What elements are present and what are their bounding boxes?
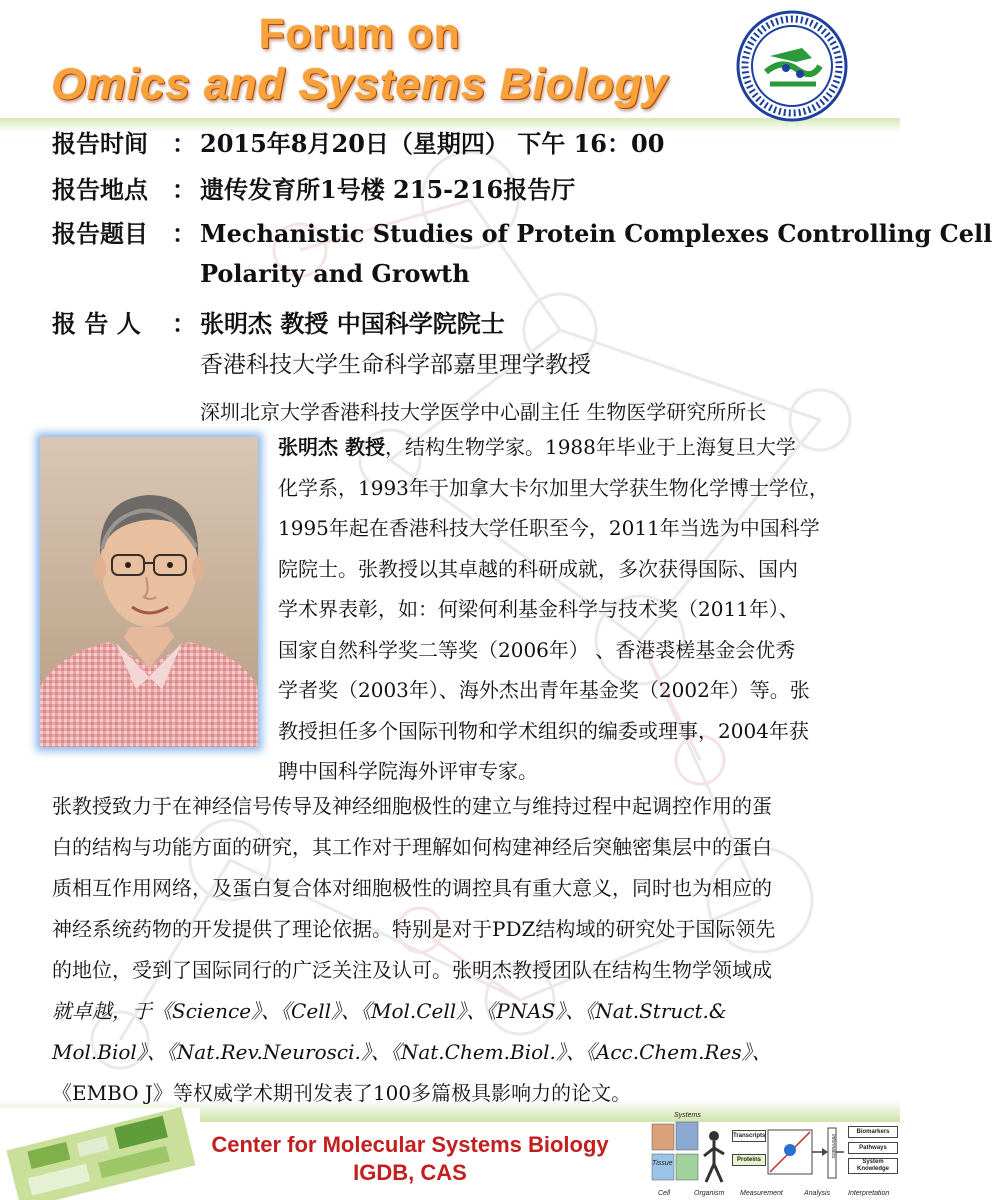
research-line: 质相互作用网络，及蛋白复合体对细胞极性的调控具有重大意义，同时也为相应的 [52,876,772,900]
portrait-illustration [40,437,258,747]
report-time-row [52,124,664,159]
diagram-box-biomarkers: Biomarkers [848,1126,898,1138]
report-place-label: 报告地点 [52,175,148,204]
diagram-label-measurement: Measurement [740,1190,783,1197]
diagram-box-proteins: Proteins [732,1154,766,1166]
diagram-label-analysis: Analysis [804,1190,831,1197]
bio-line [278,427,878,468]
diagram-label-tissue: Tissue [652,1160,673,1167]
report-time-value: 2015年8月20日（星期四） 下午 16：00 [200,129,665,158]
research-paragraph [52,786,864,1114]
bio-line: 化学系，1993年于加拿大卡尔加里大学获生物化学博士学位， [278,475,829,500]
speaker-affiliation-2: 深圳北京大学香港科技大学医学中心副主任 生物医学研究所所长 [200,400,767,424]
systems-biology-diagram [648,1112,900,1200]
research-line: 神经系统药物的开发提供了理论依据。特别是对于PDZ结构域的研究处于国际领先 [52,917,776,941]
colon: ： [172,309,196,338]
institute-logo-seal [736,10,848,122]
diagram-box-transcripts: Transcripts [732,1130,766,1142]
footer-center-name: Center for Molecular Systems Biology [211,1132,609,1157]
bio-line-text: ，结构生物学家。1988年毕业于上海复旦大学 [384,435,796,459]
bio-line: 学术界表彰，如：何梁何利基金科学与技术奖（2011年）、 [278,597,799,621]
diagram-label-cell: Cell [658,1190,671,1197]
research-line: 的地位，受到了国际同行的广泛关注及认可。张明杰教授团队在结构生物学领域成 [52,958,772,982]
footer-left-graphic [0,1108,200,1200]
research-line: 白的结构与功能方面的研究，其工作对于理解如何构建神经后突触密集层中的蛋白 [52,835,772,859]
colon: ： [172,219,196,248]
report-topic-line1: Mechanistic Studies of Protein Complexes Controlling Cell [200,219,992,248]
research-line: 张教授致力于在神经信号传导及神经细胞极性的建立与维持过程中起调控作用的蛋 [52,794,772,818]
bio-line: 聘中国科学院海外评审专家。 [278,759,538,783]
diagram-label-organism: Organism [694,1190,725,1197]
report-place-row [52,170,575,205]
bio-name: 张明杰 教授 [278,435,385,459]
bio-line: 1995年起在香港科技大学任职至今，2011年当选为中国科学 [278,516,820,540]
research-line: 《EMBO J》等权威学术期刊发表了100多篇极具影响力的论文。 [52,1081,632,1105]
footer-institute: IGDB, CAS [353,1160,467,1185]
colon: ： [172,175,196,204]
speaker-label: 报 告 人 [52,309,141,338]
research-line: 就卓越，于《Science》、《Cell》、《Mol.Cell》、《PNAS》、《Nat.Struct.& [52,999,727,1023]
report-topic-line2: Polarity and Growth [200,259,470,288]
speaker-row [52,304,505,339]
report-place-value: 遗传发育所1号楼 215-216报告厅 [200,175,576,204]
report-topic-label: 报告题目 [52,219,148,248]
forum-title-line1: Forum on [259,10,461,57]
bio-line: 院院士。张教授以其卓越的科研成就，多次获得国际、国内 [278,556,798,581]
bio-line: 教授担任多个国际刊物和学术组织的编委或理事，2004年获 [278,718,809,743]
forum-title-line2: Omics and Systems Biology [51,60,669,109]
diagram-label-systems: Systems [674,1112,701,1119]
speaker-name-title: 张明杰 教授 中国科学院院士 [200,309,505,338]
speaker-portrait [40,437,258,747]
report-topic-row [52,214,992,249]
research-line: Mol.Biol》、《Nat.Rev.Neurosci.》、《Nat.Chem.Biol.》、《Acc.Chem.Res》、 [52,1040,772,1064]
diagram-box-system-knowledge: System Knowledge [848,1158,898,1174]
speaker-affiliation-1: 香港科技大学生命科学部嘉里理学教授 [200,352,591,378]
bio-line: 学者奖（2003年）、海外杰出青年基金奖（2002年）等。张 [278,678,810,702]
bio-line: 国家自然科学奖二等奖（2006年） 、香港裘槎基金会优秀 [278,637,796,662]
diagram-box-pathways: Pathways [848,1142,898,1154]
report-time-label: 报告时间 [52,129,148,158]
colon: ： [172,129,196,158]
diagram-label-interpretation: Interpretation [848,1190,890,1197]
speaker-bio [278,427,878,792]
diagram-label-informatics: Informatics [830,1134,836,1159]
